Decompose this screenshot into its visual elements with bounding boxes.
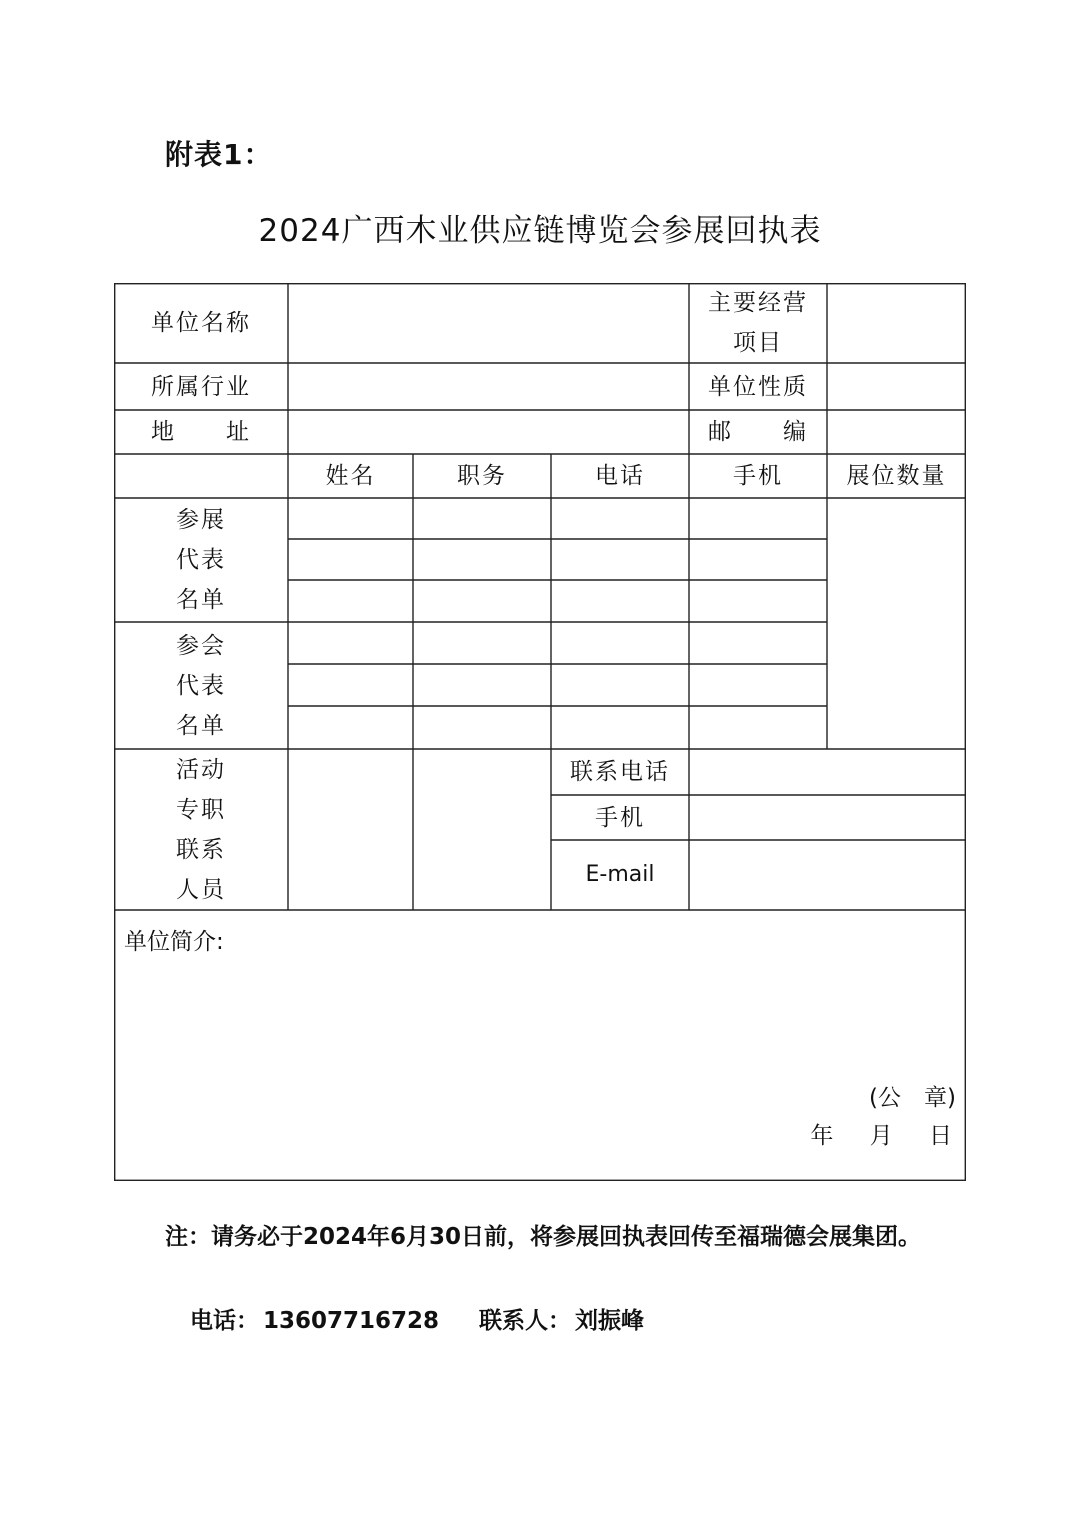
column-name: 姓名 — [325, 463, 376, 489]
main-business-label — [689, 283, 827, 363]
phone-number: 13607716728 — [263, 1308, 440, 1334]
email-field[interactable] — [689, 840, 966, 910]
postcode-field[interactable] — [827, 410, 966, 454]
contact-phone-label: 联系电话 — [570, 759, 670, 785]
unit-nature-field[interactable] — [827, 363, 966, 410]
registration-form — [114, 283, 966, 1181]
attendee-label-line2: 代表 — [176, 672, 226, 699]
attendee-label-line3: 名单 — [176, 712, 226, 739]
column-booth-count: 展位数量 — [846, 463, 947, 489]
unit-nature-label: 单位性质 — [708, 373, 808, 400]
main-business-label-line1: 主要经营 — [708, 290, 808, 316]
footer-note: 注：请务必于2024年6月30日前，将参展回执表回传至福瑞德会展集团。 — [165, 1224, 922, 1250]
exhibitor-label-line2: 代表 — [176, 547, 226, 573]
mobile-field[interactable] — [689, 795, 966, 840]
email-label: E-mail — [585, 862, 655, 887]
activity-label-line1: 活动 — [176, 756, 226, 783]
date-label: 年 月 日 — [810, 1123, 952, 1149]
mobile-label: 手机 — [595, 804, 645, 831]
unit-name-field[interactable] — [288, 283, 689, 363]
unit-name-label: 单位名称 — [151, 310, 251, 336]
main-business-field[interactable] — [827, 283, 966, 363]
column-mobile: 手机 — [733, 463, 783, 489]
exhibitor-label-line3: 名单 — [176, 587, 226, 613]
booth-count-field[interactable] — [827, 498, 966, 749]
attendee-list-label — [114, 622, 288, 749]
column-position: 职务 — [457, 463, 507, 489]
postcode-label: 邮 编 — [708, 419, 808, 445]
footer-contact — [190, 1302, 648, 1335]
activity-contact-name-field[interactable] — [288, 749, 413, 910]
contact-phone-field[interactable] — [689, 749, 966, 795]
activity-label-line4: 人员 — [176, 876, 226, 903]
activity-contact-position-field[interactable] — [413, 749, 551, 910]
column-phone: 电话 — [595, 463, 645, 489]
industry-label: 所属行业 — [151, 373, 251, 400]
address-label: 地 址 — [151, 419, 251, 445]
contact-name: 刘振峰 — [575, 1308, 645, 1334]
unit-intro-label: 单位简介: — [124, 929, 224, 955]
attendee-label-line1: 参会 — [176, 632, 226, 659]
activity-label-line2: 专职 — [176, 796, 226, 823]
attachment-label: 附表1： — [165, 138, 273, 171]
page-title: 2024广西木业供应链博览会参展回执表 — [258, 213, 822, 249]
activity-label-line3: 联系 — [176, 836, 226, 863]
main-business-label-line2: 项目 — [733, 330, 783, 356]
address-field[interactable] — [288, 410, 689, 454]
contact-label: 联系人： — [479, 1308, 572, 1334]
activity-contact-label — [114, 749, 288, 910]
seal-label: (公 章) — [869, 1085, 956, 1111]
phone-label: 电话： — [190, 1308, 259, 1334]
exhibitor-label-line1: 参展 — [176, 507, 226, 533]
industry-field[interactable] — [288, 363, 689, 410]
exhibitor-list-label — [114, 498, 288, 622]
